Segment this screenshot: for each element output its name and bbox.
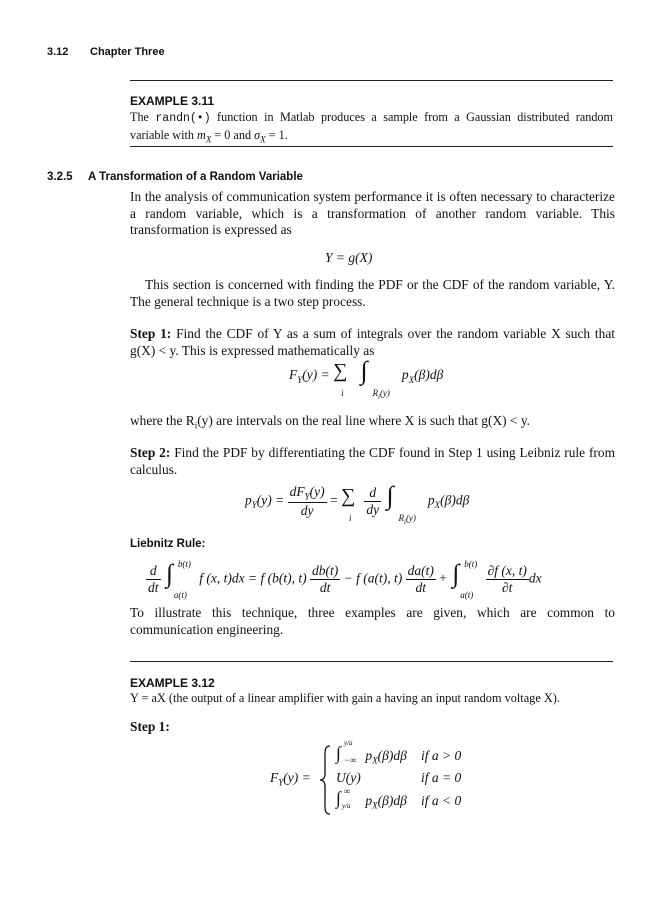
- paragraph-illustrate: To illustrate this technique, three examples are given, which are common to communication engineering.: [130, 605, 615, 637]
- eq3-int-sub: R: [398, 513, 404, 524]
- step1-paragraph: [130, 326, 615, 359]
- eq2-sum-sub: i: [341, 388, 344, 398]
- case1-p: p: [365, 748, 373, 763]
- case1-sub: X: [372, 755, 378, 766]
- eq3-num-arg: (y): [309, 484, 325, 499]
- paragraph-technique: This section is concerned with finding the PDF or the CDF of the random variable, Y. The general technique is a two step process.: [130, 277, 615, 309]
- section-title: A Transformation of a Random Variable: [88, 171, 303, 183]
- example-311-text-b: function in Matlab produces a sample from a Gaussian distributed random variable with: [130, 110, 614, 142]
- leib-partial-num: ∂f (x, t): [487, 563, 527, 578]
- leib-dt: dt: [148, 580, 159, 595]
- eq2-lhs-arg: (y) =: [302, 367, 334, 383]
- paragraph-intro: In the analysis of communication system performance it is often necessary to characterize a random variable, which is a transformation of another random variable. This transformation is expressed as: [130, 189, 615, 237]
- where-sub: i: [194, 420, 198, 431]
- eq3-fraction: [288, 484, 327, 519]
- case-1-expr: ∫ y/a −∞ $p_X(\beta)d\beta$: [336, 738, 407, 766]
- sigma-symbol: σ: [254, 128, 261, 142]
- step1-text: Find the CDF of Y as a sum of integrals over the random variable X such that g(X) < y. This is expressed mathematically as: [130, 326, 615, 358]
- leib-upper-2: b(t): [464, 558, 478, 569]
- case3-sub: X: [372, 800, 378, 811]
- leib-partial-den: ∂t: [502, 580, 513, 595]
- equation-piecewise-lhs: [270, 770, 311, 788]
- eq3-equals: =: [329, 492, 338, 508]
- eq3-sum-sub: i: [348, 513, 352, 524]
- example-312-title: EXAMPLE 3.12: [130, 676, 215, 690]
- eq3-lhs: p: [245, 492, 252, 508]
- leib-lower: a(t): [173, 589, 187, 600]
- case3-arg: (β)dβ: [377, 793, 407, 808]
- leib-da-den: dt: [415, 580, 426, 595]
- leib-d: d: [146, 563, 161, 580]
- eq3-integrand-arg: (β)dβ: [440, 492, 470, 508]
- equation-leibnitz: $\frac{d}{dt}$ ∫ b(t) a(t) f (x, t)dx = f (b(t), t) $\frac{db(t)}{dt}$ − f (a(t), t) $\frac{da(t)}{dt}$ + ∫ b(t) a(t) $\frac{\partial f (x, t)}{\partial t}$ dx: [148, 558, 542, 600]
- eq3-den: dy: [300, 502, 314, 518]
- case-3-cond: if a < 0: [421, 793, 462, 808]
- example-311-title: EXAMPLE 3.11: [130, 94, 215, 108]
- example-311-bottom-rule: [130, 146, 613, 147]
- leib-db-num: db(t): [311, 563, 339, 578]
- eq3-num: dF: [289, 484, 305, 499]
- mx-eq: = 0 and: [211, 128, 255, 142]
- piece-lhs: F: [270, 770, 279, 785]
- eq3-int-sub2: i: [403, 518, 406, 527]
- where-sentence: [130, 413, 615, 434]
- step1-label: Step 1:: [130, 326, 172, 341]
- eq3-d-num: d: [364, 485, 381, 502]
- example-312-step1: Step 1:: [130, 719, 170, 734]
- example-312-text: Y = aX (the output of a linear amplifier with gain a having an input random voltage X).: [130, 691, 560, 705]
- page-number: 3.12: [47, 46, 69, 58]
- chapter-title: Chapter Three: [90, 46, 165, 58]
- case-2-cond: if a = 0: [421, 770, 462, 785]
- case3-upper: ∞: [344, 785, 351, 796]
- piecewise-brace: [318, 744, 332, 816]
- leib-minus-term: − f (a(t), t): [343, 570, 403, 586]
- step2-label: Step 2:: [130, 445, 171, 460]
- eq3-integrand-sub: X: [434, 500, 441, 511]
- equation-y-gx: Y = g(X): [325, 250, 373, 265]
- leibnitz-label: Liebnitz Rule:: [130, 538, 206, 550]
- eq2-int-sub2: i: [377, 392, 380, 401]
- step2-paragraph: [130, 445, 615, 478]
- eq3-d-den: dy: [366, 501, 380, 517]
- sigma-sub: X: [260, 134, 266, 145]
- eq3-d-fraction: [364, 485, 381, 518]
- case3-lower: y/a: [342, 801, 351, 810]
- eq2-int-sub: R: [372, 388, 378, 398]
- step2-text: Find the PDF by differentiating the CDF found in Step 1 using Leibniz rule from calculus.: [130, 445, 615, 477]
- where-text: where the R: [130, 413, 195, 428]
- eq3-integrand: p: [427, 492, 435, 508]
- example-311-top-rule: [130, 80, 613, 81]
- equation-pdf: $p_Y(y)$ = $\frac{dF_Y(y)}{dy}$ = ∑ i $\frac{d}{dy}$ ∫ $R_i(y)$ $p_X(\beta)d\beta$: [245, 481, 470, 527]
- eq3-num-sub: Y: [304, 491, 310, 502]
- case-3-expr: ∫ ∞ y/a $p_X(\beta)d\beta$: [336, 785, 407, 811]
- equation-cdf: $F_Y(y)$ = ∑ i ∫ $R_i(y)$ $p_X(\beta)d\beta$: [289, 356, 444, 401]
- case1-lower: −∞: [344, 754, 357, 765]
- eq3-int-sub3: (y): [405, 513, 416, 524]
- eq2-int-sub3: (y): [379, 388, 390, 398]
- example-311-code: randn(•): [155, 112, 211, 125]
- eq2-lhs-sub: Y: [297, 374, 303, 385]
- leib-db-den: dt: [319, 580, 331, 595]
- mx-symbol: m: [197, 128, 206, 142]
- case-1-cond: if a > 0: [421, 748, 462, 763]
- leib-plus: +: [439, 570, 447, 586]
- section-number: 3.2.5: [47, 171, 73, 183]
- leib-da-num: da(t): [407, 563, 434, 578]
- example-312-top-rule: [130, 661, 613, 662]
- piece-lhs-sub: Y: [278, 777, 284, 788]
- leib-lower-2: a(t): [460, 589, 474, 600]
- example-311-text-a: The: [130, 110, 156, 124]
- eq2-lhs: F: [289, 367, 298, 383]
- eq3-lhs-arg: (y) =: [256, 492, 288, 508]
- leib-integrand: f (x, t)dx = f (b(t), t): [199, 570, 307, 586]
- eq2-integrand: p: [401, 367, 409, 383]
- eq2-integrand-sub: X: [408, 374, 415, 385]
- where-rest: (y) are intervals on the real line where X is such that g(X) < y.: [197, 413, 530, 428]
- case3-p: p: [365, 793, 373, 808]
- eq2-integrand-arg: (β)dβ: [414, 367, 444, 383]
- mx-sub: X: [205, 134, 212, 145]
- leib-upper: b(t): [177, 558, 191, 569]
- example-311-text: [130, 109, 613, 147]
- case1-upper: y/a: [344, 738, 353, 747]
- piece-lhs-arg: (y) =: [283, 770, 311, 785]
- leib-dx: dx: [528, 570, 542, 586]
- sigma-eq: = 1.: [265, 128, 288, 142]
- case1-arg: (β)dβ: [377, 748, 407, 763]
- eq3-lhs-sub: Y: [251, 500, 257, 511]
- case-2-expr: U(y): [336, 770, 361, 785]
